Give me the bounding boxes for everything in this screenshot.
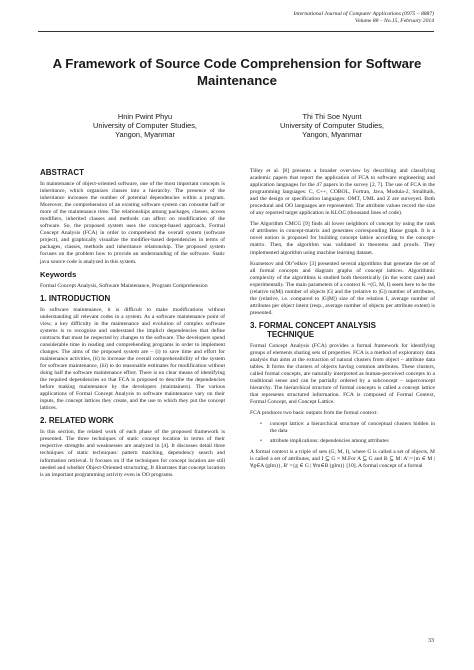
section-1-text: In software maintenance, it is difficult to make modifications without understanding all relevant codes in a system. As a software maintenance point of view, a key difficulty in the maintenance and evolution of complex software systems is to recognize and understand the implicit dependencies that define contracts that must be respected by changes to the software. The developers spend considerable time in reading and comprehending programs in order to implement changes. The aims of the proposed system are – (i) to save time and effort for maintenance activities, (ii) to increase the overall comprehensibility of the system for software maintenance, (iii) to do reasonable estimates for modification without doing half the software maintenance effort. There is no clear means of identifying the required dependencies so that FCA is proposed to describe the dependencies before making maintenance by the developers (maintainers). The various applications of Formal Concept Analysis to software maintenance vary on their inputs, the concept lattices they create, and the use to which they put the concept lattices. — [40, 306, 225, 412]
abstract-text: In maintenance of object-oriented software, one of the most important concepts is inheritance, which organizes classes into a hierarchy. The presence of the inheritance increases the number of potential dependencies within a program. Moreover, the comprehension of an existing software system can consume half or more of the maintenance time. The relationships among packages, classes, access modifiers, inherited classes and methods can affect on modification of the software. So, the proposed system uses the concept-based approach, Formal Concept Analysis (FCA) in order to comprehend the overall system (software project), and graphically visualize the modifier-based dependencies in terms of packages, classes, methods and inheritance relationship. The proposed system focuses on the problem how to provide an understanding of the software. Static java source code is analyzed in this system. — [40, 181, 225, 265]
section-3-heading-line1: 3. FORMAL CONCEPT ANALYSIS — [250, 320, 376, 330]
author-block-2 — [262, 112, 402, 139]
journal-volume: Volume 88 – No.15, February 2014 — [354, 18, 434, 24]
keywords-text: Formal Concept Analysis, Software Maintenance, Program Comprehension — [40, 282, 208, 289]
paper-title: A Framework of Source Code Comprehension for Software Maintenance — [52, 56, 422, 88]
author-location: Yangon, Myanmar — [302, 130, 362, 139]
section-3-heading — [250, 321, 435, 339]
section-1-heading: 1. INTRODUCTION — [40, 293, 111, 303]
bullet-item: • concept lattice: a hierarchical structure of conceptual clusters hidden in the data — [270, 421, 435, 435]
right-column — [250, 168, 435, 474]
author-location: Yangon, Myanmar — [115, 130, 175, 139]
section-2-heading: 2. RELATED WORK — [40, 416, 114, 426]
paragraph: Kuznetsov and Ob"edkov [3] presented several algorithms that generate the set of all formal concepts and diagram graphs of concept lattices. Algorithmic complexity of the algorithms is studied both theoretically (in the worst case) and experimentally. The main parameters of a context K =(G, M, I) seem here to be the (relative to|M|) number of objects |G| and the (relative to |G|) number of attributes, the (relative, i.e. compared to |G||M|) size of the relation I, average number of attributes per object intent (resp., average number of objects per attribute extent) is presented. — [250, 260, 435, 316]
author-name: Thi Thi Soe Nyunt — [302, 112, 362, 121]
keywords-heading: Keywords — [40, 269, 77, 279]
header-rule — [38, 31, 434, 32]
author-affiliation: University of Computer Studies, — [280, 121, 384, 130]
paragraph: FCA produces two basic outputs from the formal context: — [250, 410, 378, 417]
author-name: Hnin Pwint Phyu — [117, 112, 173, 121]
section-3-heading-line2: TECHNIQUE — [267, 329, 315, 339]
paragraph: The Algorithm CMCG [9] finds all lower neighbors of concept by using the rank of attributes in concept-matrix and generates corresponding Hasse graph. It is a novel notion is proposed for building concept lattice according to the concept-matrix. Then, the algorithm was validated in theorems and proofs. They implemented algorithm using machine learning dataset. — [250, 221, 435, 256]
bullet-list — [250, 421, 435, 444]
paragraph: Tilley et al. [8] presents a broader overview by describing and classifying academic papers that report the application of FCA to software engineering and application languages for the 47 papers in the survey [2, 7]. The use of FCA in the programming languages: C, C++, COBOL, Fortran, Java, Modula-2, Smalltalk, and the design or specification languages: OMT, UML and Z are surveyed. Both procedural and OO languages are represented. The attribute values record the size of any reported target application in KLOC (thousand lines of code). — [250, 168, 435, 217]
journal-name: International Journal of Computer Applications (0975 – 8887) — [293, 11, 434, 17]
author-block-1 — [75, 112, 215, 139]
bullet-item: • attribute implications: dependencies among attributes — [270, 438, 435, 445]
page-number: 33 — [428, 638, 434, 644]
author-affiliation: University of Computer Studies, — [93, 121, 197, 130]
left-column — [40, 168, 225, 483]
abstract-heading: ABSTRACT — [40, 168, 84, 177]
paragraph: Formal Concept Analysis (FCA) provides a formal framework for identifying groups of elements sharing sets of properties. FCA is a method of exploratory data analysis that aims at the extraction of natural clusters from object – attribute data tables. It forms the clusters of objects having common attributes. These clusters, called formal concepts, are naturally interpreted as human-perceived concepts in a traditional sense and can be partially ordered by a subconcept – superconcept hierarchy. The hierarchical structure of formal concepts is called a concept lattice that represents structured information. FCA is composed of Formal Context, Formal Concept, and Concept Lattice. — [250, 342, 435, 406]
journal-header — [293, 11, 434, 25]
section-2-text: In this section, the related work of each phase of the proposed framework is presented. The three techniques of static concept location in terms of their respective strengths and weaknesses are analyzed in [4]. It discusses detail three techniques of static techniques: pattern matching, dependency search and information retrieval. It focuses on if the techniques for concept location are still needed and whether Object-Oriented structuring. It illustrates that concept location is an important programming activity even in OO programs. — [40, 429, 225, 478]
paragraph: A formal context is a triple of sets (G, M, I), where G is called a set of objects, M is called a set of attributes, and I ⊆ G × M.For A ⊆ G and B ⊆ M: A':={m ∈ M | ∀g∈A (gIm)}, B' ={g ∈ G | ∀m∈B (gIm)} [10]. A formal concept of a formal — [250, 448, 435, 469]
